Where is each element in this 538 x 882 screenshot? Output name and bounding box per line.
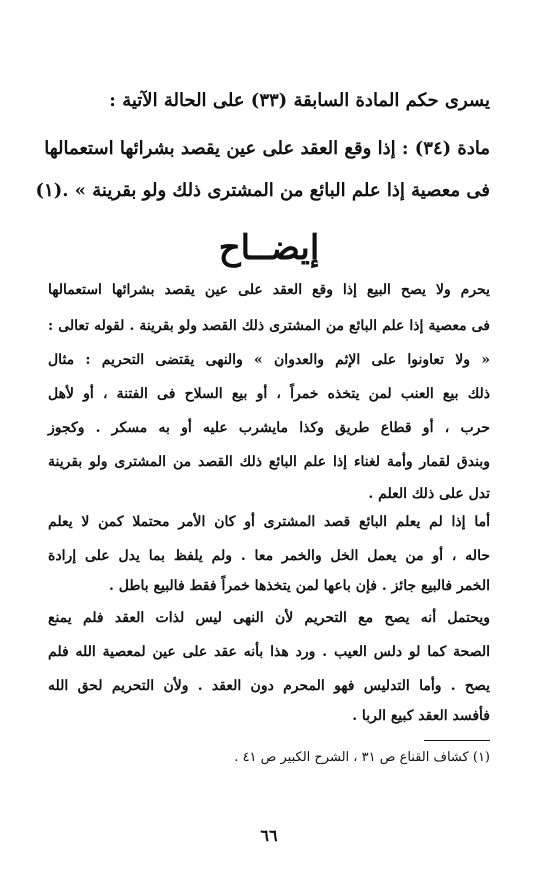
body-line: الصحة كما لو دلس العيب . ورد هذا بأنه عقد على عين لمعصية الله فلم [48,644,490,660]
body-line: يصح . وأما التدليس فهو المحرم دون العقد . ولأن التحريم لحق الله [48,678,490,694]
article-34-line-end: فى معصية إذا علم البائع من المشترى ذلك ولو بقرينة » .(١) [35,180,490,201]
footnote: (١) كشاف القناع ص ٣١ ، الشرح الكبير ص ٤١ . [234,750,490,765]
page-number: ٦٦ [260,826,278,845]
body-line: حرب ، أو قطاع طريق وكذا مايشرب عليه أو به مسكر . وكجوز [48,420,490,436]
article-34-line: مادة (٣٤) : إذا وقع العقد على عين يقصد بشرائها استعمالها [44,138,490,159]
body-line: تدل على ذلك العلم . [368,486,490,502]
body-line: فى معصية إذا علم البائع من المشترى ذلك القصد ولو بقرينة . لقوله تعالى : [48,318,490,334]
body-line: فأفسد العقد كبيع الربا . [352,708,490,724]
body-line: الخمر فالبيع جائز . فإن باعها لمن يتخذها خمراً فقط فالبيع باطل . [108,578,490,594]
body-line: ويحتمل أنه يصح مع التحريم لأن النهى ليس لذات العقد فلم يمنع [48,610,490,626]
body-line: وبندق لقمار وأمة لغناء إذا علم البائع ذلك القصد من المشترى ولو بقرينة [48,454,490,470]
intro-line-1: يسرى حكم المادة السابقة (٣٣) على الحالة الآتية : [109,90,490,111]
body-line: أما إذا لم يعلم البائع قصد المشترى أو كان الأمر محتملا كمن لا يعلم [48,514,490,530]
body-line: يحرم ولا يصح البيع إذا وقع العقد على عين يقصد بشرائها استعمالها [48,282,490,298]
body-line: حاله ، أو من يعمل الخل والخمر معا . ولم يلفظ بما يدل على إرادة [48,548,490,564]
body-line: ذلك بيع العنب لمن يتخذه خمراً ، أو بيع السلاح فى الفتنة ، أو لأهل [48,386,490,402]
footnote-divider [424,740,490,741]
section-heading: إيضــاح [218,228,320,268]
body-line: « ولا تعاونوا على الإثم والعدوان » والنهى يقتضى التحريم : مثال [48,352,490,368]
